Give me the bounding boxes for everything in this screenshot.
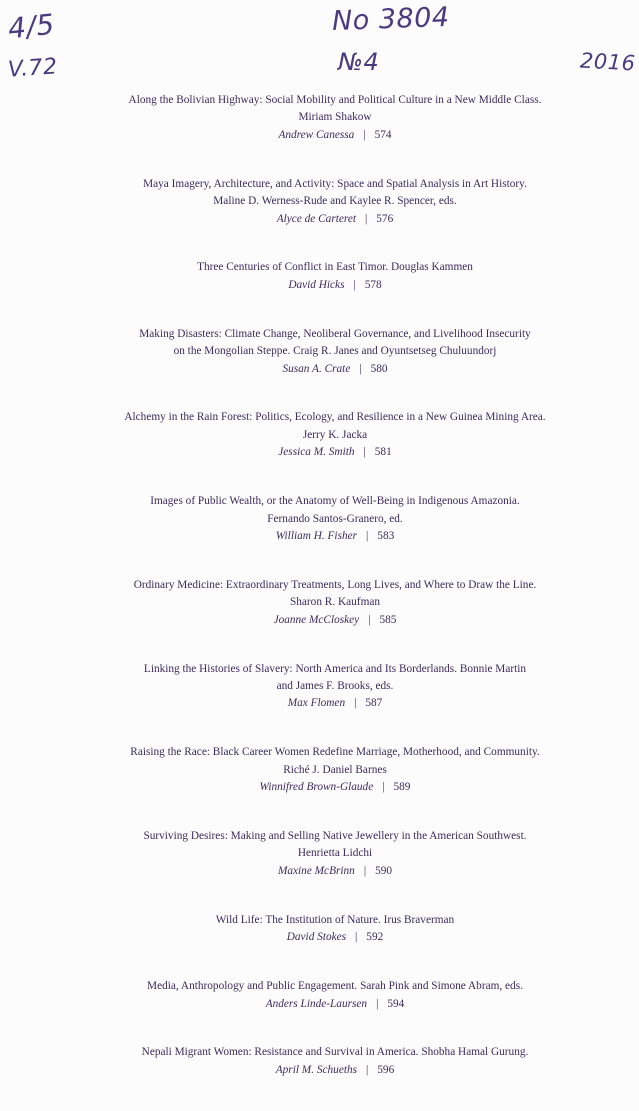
separator: | bbox=[368, 613, 371, 626]
book-citation-line: Making Disasters: Climate Change, Neoliberal Governance, and Livelihood Insecurity bbox=[139, 327, 531, 340]
book-citation-line: Jerry K. Jacka bbox=[302, 428, 368, 441]
book-citation-line: Maline D. Werness-Rude and Kaylee R. Spencer, eds. bbox=[213, 195, 457, 208]
review-entry bbox=[100, 326, 570, 378]
review-entry bbox=[100, 1044, 570, 1079]
book-citation-line: Linking the Histories of Slavery: North America and Its Borderlands. Bonnie Martin bbox=[143, 662, 527, 675]
page-number: 583 bbox=[377, 530, 395, 542]
page-number: 594 bbox=[387, 997, 405, 1010]
review-entry bbox=[100, 176, 570, 228]
page-number: 590 bbox=[375, 864, 393, 877]
reviewer-name: Alyce de Carteret bbox=[276, 212, 357, 225]
reviewer-line bbox=[100, 277, 570, 294]
separator: | bbox=[382, 781, 385, 794]
reviewer-name: Susan A. Crate bbox=[282, 362, 351, 375]
separator: | bbox=[365, 212, 368, 225]
separator: | bbox=[363, 864, 367, 877]
review-entry bbox=[100, 744, 570, 796]
separator: | bbox=[363, 128, 366, 141]
handwritten-accession-number: No 3804 bbox=[331, 1, 451, 38]
book-citation-line: Along the Bolivian Highway: Social Mobility and Political Culture in a New Middle Class. bbox=[128, 94, 542, 106]
book-citation-line: Henrietta Lidchi bbox=[297, 847, 373, 860]
separator: | bbox=[366, 530, 369, 542]
page-number: 585 bbox=[379, 613, 397, 626]
book-citation-line: Media, Anthropology and Public Engagement. Sarah Pink and Simone Abram, eds. bbox=[147, 980, 523, 993]
page-number: 576 bbox=[376, 212, 394, 225]
handwritten-issue-number: №4 bbox=[338, 48, 380, 76]
review-contents-list bbox=[100, 92, 570, 1111]
reviewer-line bbox=[100, 1062, 570, 1079]
book-citation-line: Raising the Race: Black Career Women Redefine Marriage, Motherhood, and Community. bbox=[130, 746, 540, 759]
separator: | bbox=[355, 931, 358, 944]
page-number: 596 bbox=[377, 1063, 395, 1076]
review-entry bbox=[100, 661, 570, 713]
page-number: 587 bbox=[365, 697, 383, 710]
book-citation-line: Surviving Desires: Making and Selling Native Jewellery in the American Southwest. bbox=[143, 830, 527, 843]
reviewer-line bbox=[100, 211, 570, 228]
book-citation-line: Miriam Shakow bbox=[298, 111, 372, 124]
review-entry bbox=[100, 92, 570, 144]
reviewer-line bbox=[100, 929, 570, 946]
reviewer-name: Andrew Canessa bbox=[278, 128, 355, 141]
separator: | bbox=[366, 1063, 369, 1076]
review-entry bbox=[100, 493, 570, 545]
book-citation-line: Wild Life: The Institution of Nature. Irus Braverman bbox=[215, 913, 455, 926]
reviewer-name: David Hicks bbox=[288, 278, 345, 291]
separator: | bbox=[376, 997, 379, 1010]
separator: | bbox=[359, 362, 362, 375]
review-entry bbox=[100, 409, 570, 461]
reviewer-line bbox=[100, 361, 570, 378]
book-citation-line: Maya Imagery, Architecture, and Activity: Space and Spatial Analysis in Art History. bbox=[143, 177, 527, 190]
page-number: 581 bbox=[374, 446, 392, 459]
handwritten-year: 2016 bbox=[579, 48, 637, 76]
reviewer-line bbox=[100, 695, 570, 712]
reviewer-line bbox=[100, 779, 570, 796]
page-number: 592 bbox=[366, 931, 384, 944]
reviewer-name: Anders Linde-Laursen bbox=[265, 997, 368, 1010]
reviewer-name: William H. Fisher bbox=[275, 530, 358, 542]
book-citation-line: Alchemy in the Rain Forest: Politics, Ecology, and Resilience in a New Guinea Mining Area. bbox=[124, 411, 546, 424]
reviewer-line bbox=[100, 127, 570, 144]
review-entry bbox=[100, 912, 570, 947]
reviewer-name: Jessica M. Smith bbox=[278, 446, 355, 459]
book-citation-line: Sharon R. Kaufman bbox=[289, 596, 381, 609]
page-number: 574 bbox=[374, 128, 392, 141]
reviewer-line bbox=[100, 528, 570, 545]
reviewer-line bbox=[100, 612, 570, 629]
handwritten-volume: V.72 bbox=[7, 54, 59, 83]
book-citation-line: on the Mongolian Steppe. Craig R. Janes and Oyuntsetseg Chuluundorj bbox=[173, 345, 497, 358]
reviewer-line bbox=[100, 863, 570, 880]
separator: | bbox=[354, 697, 357, 710]
reviewer-name: Joanne McCloskey bbox=[273, 613, 360, 626]
reviewer-line bbox=[100, 444, 570, 461]
review-entry bbox=[100, 259, 570, 294]
page-number: 580 bbox=[370, 362, 388, 375]
page-number: 589 bbox=[393, 781, 411, 794]
page-number: 578 bbox=[364, 278, 382, 291]
book-citation-line: and James F. Brooks, eds. bbox=[276, 680, 394, 693]
reviewer-name: Maxine McBrinn bbox=[277, 864, 355, 877]
book-citation-line: Nepali Migrant Women: Resistance and Survival in America. Shobha Hamal Gurung. bbox=[141, 1046, 529, 1059]
book-citation-line: Images of Public Wealth, or the Anatomy of Well-Being in Indigenous Amazonia. bbox=[150, 495, 520, 508]
reviewer-name: David Stokes bbox=[286, 931, 347, 944]
review-entry bbox=[100, 978, 570, 1013]
reviewer-line bbox=[100, 996, 570, 1013]
book-citation-line: Ordinary Medicine: Extraordinary Treatments, Long Lives, and Where to Draw the Line. bbox=[133, 578, 537, 591]
book-citation-line: Fernando Santos-Granero, ed. bbox=[267, 512, 403, 525]
book-citation-line: Riché J. Daniel Barnes bbox=[283, 763, 387, 776]
reviewer-name: April M. Schueths bbox=[275, 1063, 358, 1076]
review-entry bbox=[100, 828, 570, 880]
reviewer-name: Max Flomen bbox=[287, 697, 346, 710]
separator: | bbox=[353, 278, 356, 291]
book-citation-line: Three Centuries of Conflict in East Timor. Douglas Kammen bbox=[197, 261, 473, 274]
reviewer-name: Winnifred Brown-Glaude bbox=[259, 781, 374, 794]
review-entry bbox=[100, 577, 570, 629]
handwritten-volume-issue: 4/5 bbox=[6, 7, 57, 46]
separator: | bbox=[363, 446, 366, 459]
